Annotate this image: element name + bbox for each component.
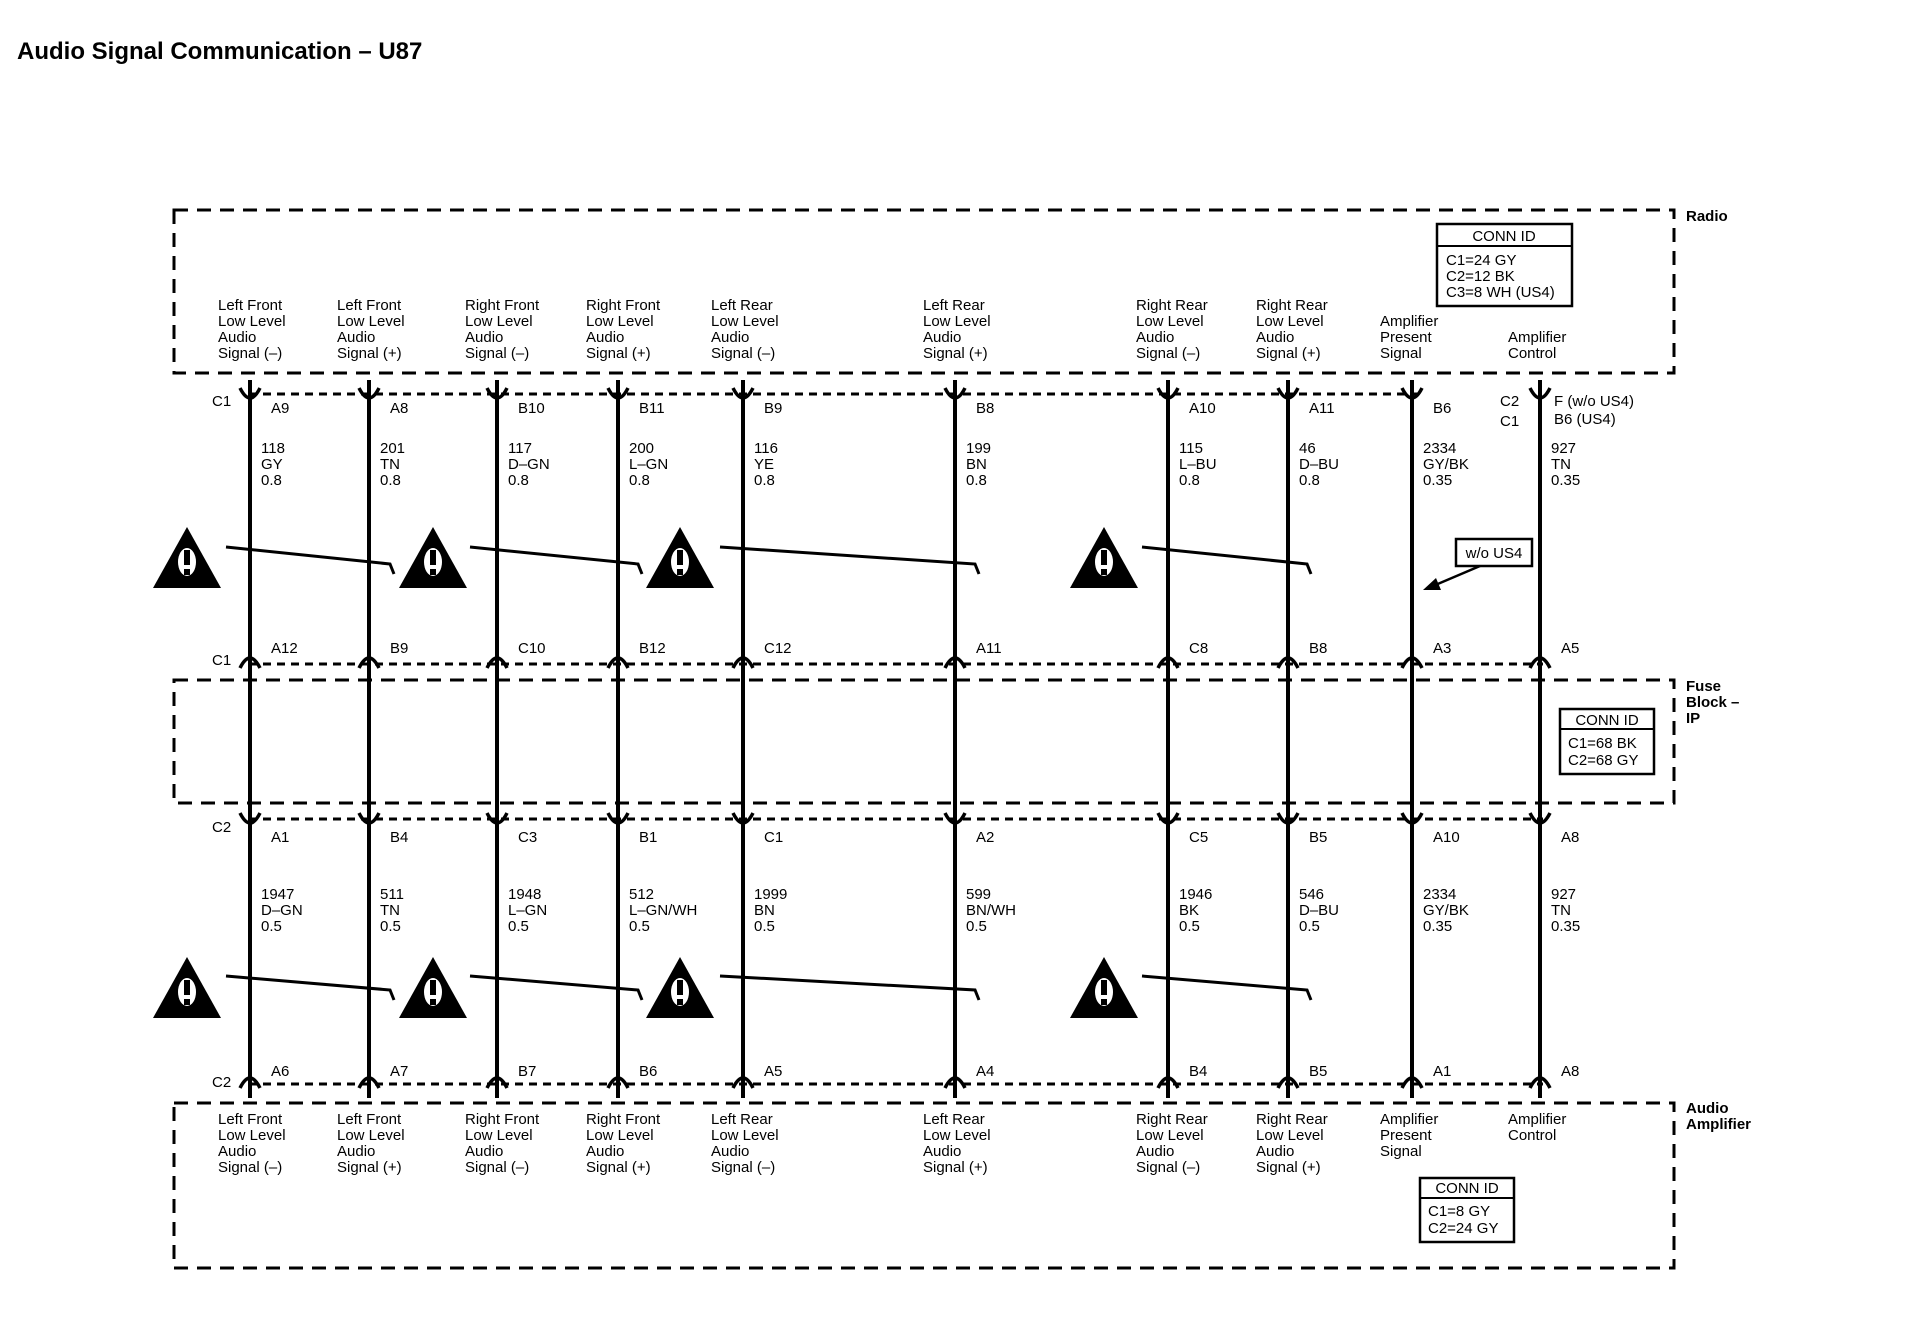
radio-pin-label: A10 [1189, 400, 1216, 417]
amp-signal-label: Audio [465, 1143, 504, 1160]
amp-pin-label: A7 [390, 1063, 409, 1080]
wire-info-bottom: 0.35 [1423, 918, 1453, 935]
fuse-c1-pin-label: B9 [390, 640, 409, 657]
wire-info-top: 0.35 [1551, 472, 1581, 489]
radio-signal-label: Low Level [1136, 313, 1204, 330]
fuse-block-name-line: IP [1686, 710, 1701, 727]
circuit [1136, 297, 1217, 1176]
radio-signal-label: Audio [1136, 329, 1175, 346]
amp-signal-label: Control [1508, 1127, 1557, 1144]
radio-signal-label: Signal (–) [465, 345, 530, 362]
wire-info-bottom: BK [1179, 902, 1200, 919]
circuits-group [218, 297, 1634, 1176]
wire-info-bottom: 1947 [261, 886, 295, 903]
radio-module-name: Radio [1686, 208, 1728, 225]
amp-signal-label: Signal (–) [218, 1159, 283, 1176]
wire-info-top: TN [1551, 456, 1571, 473]
fuse-c2-label: C2 [212, 819, 232, 836]
amp-conn-id-line: C2=24 GY [1428, 1220, 1499, 1237]
amp-signal-label: Signal (+) [923, 1159, 988, 1176]
amp-signal-label: Right Rear [1136, 1111, 1208, 1128]
wire-info-top: 0.8 [754, 472, 775, 489]
radio-signal-label: Left Front [218, 297, 283, 314]
radio-signal-label: Right Rear [1256, 297, 1328, 314]
fuse-c2-pin-label: C1 [764, 829, 784, 846]
warning-icon [153, 957, 221, 1018]
amp-pin-label: B7 [518, 1063, 537, 1080]
amp-signal-label: Audio [218, 1143, 257, 1160]
circuit [1256, 297, 1339, 1176]
amp-signal-label: Low Level [1136, 1127, 1204, 1144]
radio-signal-label: Low Level [337, 313, 405, 330]
radio-signal-label: Audio [711, 329, 750, 346]
circuit [711, 297, 792, 1176]
wire-info-bottom: 512 [629, 886, 655, 903]
radio-signal-label: Signal (+) [923, 345, 988, 362]
radio-signal-label: Audio [586, 329, 625, 346]
radio-signal-label: Low Level [465, 313, 533, 330]
wire-info-bottom: L–GN/WH [629, 902, 698, 919]
fuse-conn-id-line: C2=68 GY [1568, 752, 1639, 769]
circuit [586, 297, 697, 1176]
amp-pin-label: B4 [1189, 1063, 1208, 1080]
fuse-block-name-line: Block – [1686, 694, 1740, 711]
amp-c2-label: C2 [212, 1074, 232, 1091]
wire-info-top: 116 [754, 440, 778, 457]
radio-pin-label: B6 (US4) [1554, 411, 1616, 428]
radio-signal-label: Left Rear [711, 297, 773, 314]
radio-conn-id-title: CONN ID [1472, 228, 1536, 245]
radio-signal-label: Signal (+) [586, 345, 651, 362]
amp-signal-label: Right Front [586, 1111, 661, 1128]
fuse-block-outline [174, 680, 1674, 803]
wire-info-top: 0.8 [629, 472, 650, 489]
wire-info-bottom: BN/WH [966, 902, 1016, 919]
wire-info-bottom: 546 [1299, 886, 1325, 903]
wire-info-top: 0.8 [261, 472, 282, 489]
fuse-c1-label: C1 [212, 652, 232, 669]
radio-signal-label: Amplifier [1380, 313, 1439, 330]
twisted-pair-line [720, 547, 979, 574]
amp-signal-label: Audio [711, 1143, 750, 1160]
radio-pin-label: A8 [390, 400, 409, 417]
radio-signal-label: Right Rear [1136, 297, 1208, 314]
radio-signal-label: Signal (–) [711, 345, 776, 362]
fuse-conn-id-box [1560, 709, 1654, 774]
amp-signal-label: Audio [923, 1143, 962, 1160]
fuse-conn-id-line: C1=68 BK [1568, 735, 1637, 752]
note-callout [1423, 539, 1532, 590]
amplifier-module-name [1686, 1100, 1751, 1133]
wire-info-top: BN [966, 456, 987, 473]
wire-info-bottom: L–GN [508, 902, 548, 919]
radio-signal-label: Low Level [923, 313, 991, 330]
amp-conn-id-title: CONN ID [1435, 1180, 1499, 1197]
amp-signal-label: Signal (+) [586, 1159, 651, 1176]
warning-icon [646, 957, 714, 1018]
wire-info-top: 200 [629, 440, 655, 457]
radio-conn-id-line: C1=24 GY [1446, 252, 1517, 269]
wire-info-bottom: 0.5 [1299, 918, 1320, 935]
wire-info-top: 199 [966, 440, 992, 457]
wire-info-top: 0.8 [966, 472, 987, 489]
fuse-c1-pin-label: C12 [764, 640, 792, 657]
radio-c1b-label: C1 [1500, 413, 1520, 430]
radio-pin-label: B11 [639, 400, 665, 417]
amp-pin-label: B5 [1309, 1063, 1328, 1080]
wire-info-top: L–BU [1179, 456, 1217, 473]
amp-pin-label: A8 [1561, 1063, 1580, 1080]
radio-c1-label: C1 [212, 393, 232, 410]
warning-icon [153, 527, 221, 588]
amp-signal-label: Low Level [1256, 1127, 1324, 1144]
note-text: w/o US4 [1465, 545, 1523, 562]
radio-signal-label: Audio [1256, 329, 1295, 346]
amp-signal-label: Present [1380, 1127, 1432, 1144]
fuse-c1-pin-label: C8 [1189, 640, 1209, 657]
radio-pin-label: A11 [1309, 400, 1335, 417]
circuit [923, 297, 1016, 1176]
page-title: Audio Signal Communication – U87 [17, 38, 423, 65]
wire-info-top: 0.35 [1423, 472, 1453, 489]
wire-info-top: GY/BK [1423, 456, 1469, 473]
amplifier-module-name-line: Audio [1686, 1100, 1729, 1117]
wire-info-top: 46 [1299, 440, 1316, 457]
radio-signal-label: Left Front [337, 297, 402, 314]
wire-info-bottom: D–GN [261, 902, 303, 919]
radio-signal-label: Audio [465, 329, 504, 346]
wire-info-bottom: TN [380, 902, 400, 919]
radio-c2-label: C2 [1500, 393, 1520, 410]
fuse-c2-pin-label: B5 [1309, 829, 1328, 846]
amp-signal-label: Signal (–) [465, 1159, 530, 1176]
fuse-c2-pin-label: C3 [518, 829, 538, 846]
amp-pin-label: A4 [976, 1063, 995, 1080]
wire-info-top: D–GN [508, 456, 550, 473]
wire-info-bottom: 0.5 [754, 918, 775, 935]
wire-info-top: 118 [261, 440, 285, 457]
radio-signal-label: Audio [923, 329, 962, 346]
circuit [465, 297, 550, 1176]
amp-signal-label: Signal (–) [1136, 1159, 1201, 1176]
circuit [218, 297, 303, 1176]
wire-info-bottom: 0.35 [1551, 918, 1581, 935]
amp-signal-label: Left Front [337, 1111, 402, 1128]
radio-signal-label: Signal (–) [1136, 345, 1201, 362]
wire-info-top: 201 [380, 440, 406, 457]
fuse-block-name [1686, 678, 1739, 727]
fuse-c1-pin-label: A5 [1561, 640, 1580, 657]
circuit [1380, 313, 1469, 1160]
amp-signal-label: Low Level [218, 1127, 286, 1144]
radio-signal-label: Control [1508, 345, 1557, 362]
amp-signal-label: Left Rear [711, 1111, 773, 1128]
radio-signal-label: Present [1380, 329, 1432, 346]
warning-icon [1070, 957, 1138, 1018]
wire-info-bottom: 0.5 [966, 918, 987, 935]
amp-signal-label: Low Level [586, 1127, 654, 1144]
amp-signal-label: Right Front [465, 1111, 540, 1128]
amp-pin-label: A5 [764, 1063, 783, 1080]
wire-info-top: 0.8 [1299, 472, 1320, 489]
amp-signal-label: Low Level [711, 1127, 779, 1144]
amp-signal-label: Audio [337, 1143, 376, 1160]
fuse-c2-pin-label: A10 [1433, 829, 1460, 846]
wire-info-top: 2334 [1423, 440, 1457, 457]
warning-icon [1070, 527, 1138, 588]
radio-pin-label: A9 [271, 400, 290, 417]
amp-pin-label: A6 [271, 1063, 290, 1080]
wire-info-bottom: GY/BK [1423, 902, 1469, 919]
amp-conn-id-line: C1=8 GY [1428, 1203, 1491, 1220]
radio-signal-label: Signal [1380, 345, 1422, 362]
wire-info-top: 115 [1179, 440, 1203, 457]
wire-info-bottom: 0.5 [261, 918, 282, 935]
wire-info-bottom: 0.5 [629, 918, 650, 935]
radio-conn-id-box [1437, 224, 1572, 306]
amp-signal-label: Low Level [465, 1127, 533, 1144]
fuse-c1-pin-label: A11 [976, 640, 1002, 657]
wire-info-top: 117 [508, 440, 532, 457]
wire-info-bottom: D–BU [1299, 902, 1340, 919]
radio-signal-label: Right Front [465, 297, 540, 314]
amplifier-module-name-line: Amplifier [1686, 1116, 1752, 1133]
radio-signal-label: Signal (+) [1256, 345, 1321, 362]
radio-pin-label: B10 [518, 400, 545, 417]
radio-conn-id-line: C2=12 BK [1446, 268, 1515, 285]
twisted-pair-line [720, 976, 979, 1000]
amp-signal-label: Amplifier [1380, 1111, 1439, 1128]
radio-signal-label: Audio [218, 329, 257, 346]
amp-signal-label: Low Level [923, 1127, 991, 1144]
wire-info-bottom: 511 [380, 886, 404, 903]
amp-signal-label: Signal (–) [711, 1159, 776, 1176]
radio-signal-label: Amplifier [1508, 329, 1567, 346]
fuse-c2-pin-label: B1 [639, 829, 658, 846]
wire-info-bottom: 0.5 [508, 918, 529, 935]
wire-info-bottom: TN [1551, 902, 1571, 919]
radio-pin-label: B6 [1433, 400, 1452, 417]
radio-pin-label: B8 [976, 400, 995, 417]
radio-signal-label: Low Level [1256, 313, 1324, 330]
amp-signal-label: Signal [1380, 1143, 1422, 1160]
fuse-c1-pin-label: A12 [271, 640, 298, 657]
amp-signal-label: Audio [1136, 1143, 1175, 1160]
fuse-c2-pin-label: B4 [390, 829, 409, 846]
amp-signal-label: Audio [586, 1143, 625, 1160]
amp-pin-label: A1 [1433, 1063, 1452, 1080]
amp-signal-label: Low Level [337, 1127, 405, 1144]
fuse-block-name-line: Fuse [1686, 678, 1722, 695]
fuse-c2-pin-label: A8 [1561, 829, 1580, 846]
wire-info-top: YE [754, 456, 775, 473]
fuse-c1-pin-label: A3 [1433, 640, 1452, 657]
fuse-conn-id-title: CONN ID [1575, 712, 1639, 729]
radio-signal-label: Signal (–) [218, 345, 283, 362]
amp-signal-label: Signal (+) [337, 1159, 402, 1176]
circuit [337, 297, 408, 1176]
wire-info-bottom: 2334 [1423, 886, 1457, 903]
wire-info-top: D–BU [1299, 456, 1340, 473]
wire-info-bottom: BN [754, 902, 775, 919]
warning-icon [646, 527, 714, 588]
amp-conn-id-box [1420, 1178, 1514, 1242]
radio-signal-label: Signal (+) [337, 345, 402, 362]
radio-signal-label: Audio [337, 329, 376, 346]
radio-signal-label: Left Rear [923, 297, 985, 314]
wire-info-top: 0.8 [508, 472, 529, 489]
radio-signal-label: Low Level [218, 313, 286, 330]
amp-signal-label: Audio [1256, 1143, 1295, 1160]
fuse-c2-pin-label: A2 [976, 829, 995, 846]
warning-icon [399, 957, 467, 1018]
wire-info-top: GY [261, 456, 283, 473]
warnings-group [153, 527, 1311, 1018]
wire-info-bottom: 927 [1551, 886, 1577, 903]
fuse-c1-pin-label: B12 [639, 640, 666, 657]
wire-info-top: 0.8 [380, 472, 401, 489]
wire-info-top: 927 [1551, 440, 1577, 457]
amp-signal-label: Amplifier [1508, 1111, 1567, 1128]
wire-info-bottom: 0.5 [380, 918, 401, 935]
wire-info-top: 0.8 [1179, 472, 1200, 489]
wire-info-bottom: 1946 [1179, 886, 1213, 903]
fuse-c1-pin-label: C10 [518, 640, 546, 657]
radio-pin-label: B9 [764, 400, 783, 417]
amp-signal-label: Signal (+) [1256, 1159, 1321, 1176]
amp-signal-label: Right Rear [1256, 1111, 1328, 1128]
fuse-c2-pin-label: A1 [271, 829, 290, 846]
fuse-c2-pin-label: C5 [1189, 829, 1209, 846]
amp-signal-label: Left Front [218, 1111, 283, 1128]
wire-info-bottom: 1948 [508, 886, 542, 903]
amp-pin-label: B6 [639, 1063, 658, 1080]
radio-signal-label: Low Level [711, 313, 779, 330]
radio-pin-label: F (w/o US4) [1554, 393, 1635, 410]
radio-signal-label: Low Level [586, 313, 654, 330]
warning-icon [399, 527, 467, 588]
wire-info-top: TN [380, 456, 400, 473]
wire-info-top: L–GN [629, 456, 669, 473]
radio-conn-id-line: C3=8 WH (US4) [1446, 284, 1555, 301]
radio-signal-label: Right Front [586, 297, 661, 314]
wire-info-bottom: 0.5 [1179, 918, 1200, 935]
wire-info-bottom: 1999 [754, 886, 788, 903]
amp-signal-label: Left Rear [923, 1111, 985, 1128]
fuse-c1-pin-label: B8 [1309, 640, 1328, 657]
wire-info-bottom: 599 [966, 886, 992, 903]
